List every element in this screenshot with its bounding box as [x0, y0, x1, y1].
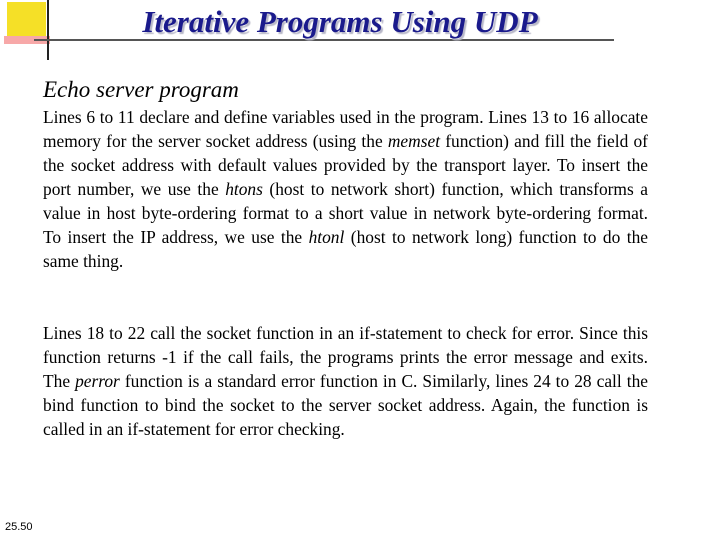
slide-number: 25.50 [5, 521, 33, 533]
slide-subtitle: Echo server program [43, 77, 239, 102]
paragraph-text: Lines 18 to 22 call the socket function in an if-statement to check for error. Since this function returns -1 if the call fails, the programs prints the error message and exits. The [43, 323, 648, 391]
paragraph-text: function) and fill the field of the socket address with default values provided by the transport layer. To insert the port number, we use the [43, 131, 648, 199]
paragraph-1 [43, 105, 648, 273]
paragraph-text: function is a standard error function in C. Similarly, lines 24 to 28 call the bind function to bind the socket to the server socket address. Again, the function is called in an if-statement for error checking. [43, 371, 648, 439]
paragraph-text: Lines 6 to 11 declare and define variables used in the program. Lines 13 to 16 allocate memory for the server socket address (using the [43, 107, 648, 151]
paragraph-text: (host to network long) function to do the same thing. [43, 227, 649, 271]
code-term-perror: perror [75, 371, 120, 391]
paragraph-2 [43, 321, 648, 441]
code-term-memset: memset [387, 131, 441, 151]
code-term-htonl: htonl [308, 227, 345, 247]
slide-title: Iterative Programs Using UDP [142, 4, 538, 39]
code-term-htons: htons [225, 179, 263, 199]
paragraph-text: (host to network short) function, which transforms a value in host byte-ordering format to a short value in network byte-ordering format. To insert the IP address, we use the [43, 179, 648, 247]
